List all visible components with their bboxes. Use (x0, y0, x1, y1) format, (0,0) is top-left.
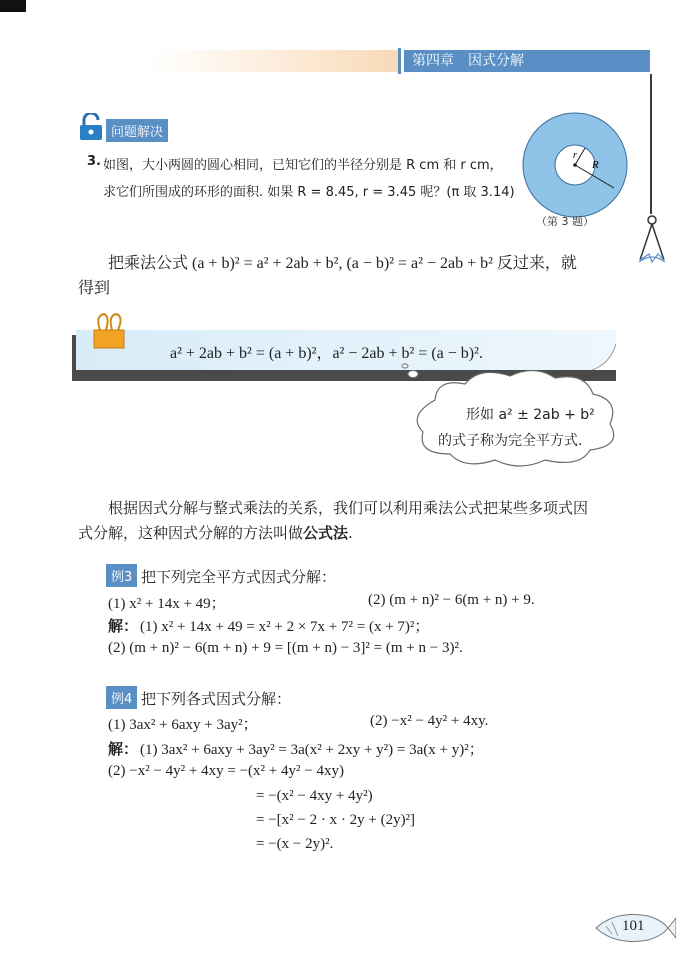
example3-q2: (2) (m + n)² − 6(m + n) + 9. (368, 592, 535, 608)
formula-text: a² + 2ab + b² = (a + b)²，a² − 2ab + b² = (a − b)². (170, 345, 483, 362)
section-label: 问题解决 (106, 119, 168, 142)
paragraph-line-1: 根据因式分解与整式乘法的关系，我们可以利用乘法公式把某些多项式因 (108, 499, 589, 517)
radius-small-label: r (573, 150, 577, 161)
lock-icon (78, 113, 104, 141)
example4-title: 把下列各式因式分解： (141, 690, 292, 708)
example4-q1: (1) 3ax² + 6axy + 3ay²； (108, 717, 258, 733)
example3-title: 把下列完全平方式因式分解： (141, 568, 337, 586)
example4-sol2-line2: = −(x² − 4xy + 4y²) (256, 788, 373, 804)
problem-line-2: 求它们所围成的环形的面积. 如果 R = 8.45, r = 3.45 呢？(π 取 3.14) (103, 185, 515, 200)
example4-sol-label: 解： (108, 740, 139, 758)
paragraph-suffix: . (348, 524, 353, 542)
intro-line-2: 得到 (78, 278, 111, 297)
paragraph-prefix: 式分解，这种因式分解的方法叫做 (78, 524, 304, 542)
margin-line (650, 74, 652, 214)
example3-q1: (1) x² + 14x + 49； (108, 596, 226, 612)
example4-label: 例4 (106, 686, 137, 709)
example4-sol1: (1) 3ax² + 6axy + 3ay² = 3a(x² + 2xy + y²) = 3a(x + y)²； (140, 742, 484, 758)
cloud-line-1: 形如 a² ± 2ab + b² (466, 407, 595, 423)
compass-icon (634, 214, 670, 266)
chapter-title: 第四章 因式分解 (404, 50, 650, 72)
example4-q2: (2) −x² − 4y² + 4xy. (370, 713, 489, 729)
paragraph-line-2 (78, 522, 353, 543)
problem-line-1: 如图，大小两圆的圆心相同，已知它们的半径分别是 R cm 和 r cm， (103, 158, 503, 173)
annulus-figure (520, 110, 630, 220)
figure-caption: （第 3 题） (536, 215, 594, 228)
example3-sol2: (2) (m + n)² − 6(m + n) + 9 = [(m + n) − 3]² = (m + n − 3)². (108, 640, 463, 656)
binder-clip-icon (92, 312, 126, 352)
intro-line-1: 把乘法公式 (a + b)² = a² + 2ab + b², (a − b)² = a² − 2ab + b² 反过来，就 (108, 255, 577, 272)
cloud-line-2: 的式子称为完全平方式. (438, 433, 583, 449)
corner-tab (0, 0, 26, 12)
term-formula-method: 公式法 (303, 524, 349, 542)
radius-large-label: R (592, 159, 599, 171)
example4-sol2-line1: (2) −x² − 4y² + 4xy = −(x² + 4y² − 4xy) (108, 763, 344, 779)
header-divider (398, 48, 401, 74)
example3-sol-label: 解： (108, 617, 139, 635)
example4-sol2-line4: = −(x − 2y)². (256, 836, 334, 852)
header-gradient (150, 50, 400, 72)
example4-sol2-line3: = −[x² − 2 · x · 2y + (2y)²] (256, 812, 416, 828)
page-number: 101 (622, 918, 645, 934)
problem-number: 3. (87, 154, 101, 169)
example3-label: 例3 (106, 564, 137, 587)
example3-sol1: (1) x² + 14x + 49 = x² + 2 × 7x + 7² = (x + 7)²； (140, 619, 430, 635)
